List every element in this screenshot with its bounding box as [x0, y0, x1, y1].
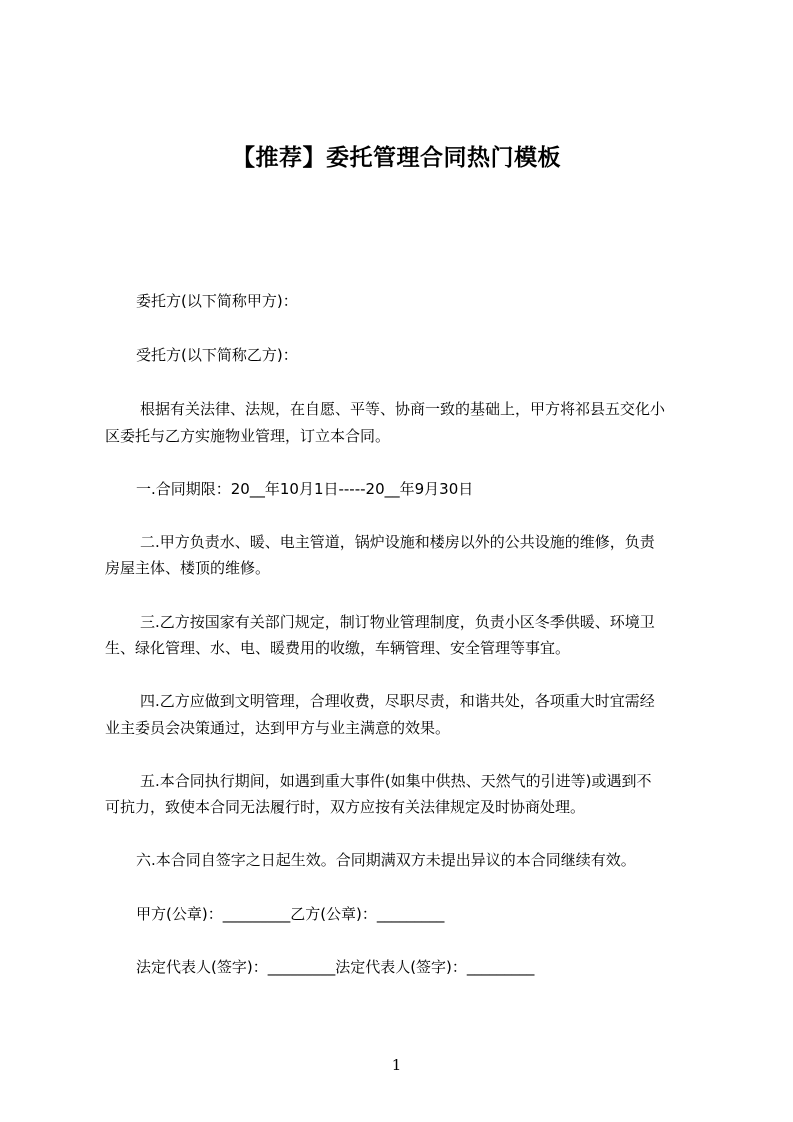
preamble-line-2: 区委托与乙方实施物业管理，订立本合同。 [105, 427, 391, 445]
signature-line: 法定代表人(签字)：_________法定代表人(签字)：_________ [136, 958, 535, 976]
clause-4-line-2: 业主委员会决策通过，达到甲方与业主满意的效果。 [105, 719, 451, 737]
clause-5-line-1: 五.本合同执行期间，如遇到重大事件(如集中供热、天然气的引进等)或遇到不 [140, 772, 652, 790]
clause-6: 六.本合同自签字之日起生效。合同期满双方未提出异议的本合同继续有效。 [136, 851, 636, 869]
party-b-line: 受托方(以下简称乙方)： [136, 346, 298, 364]
clause-2-line-1: 二.甲方负责水、暖、电主管道，锅炉设施和楼房以外的公共设施的维修，负责 [140, 533, 655, 551]
clause-5-line-2: 可抗力，致使本合同无法履行时，双方应按有关法律规定及时协商处理。 [105, 798, 586, 816]
page-number: 1 [391, 1056, 402, 1074]
preamble-line-1: 根据有关法律、法规，在自愿、平等、协商一致的基础上，甲方将祁县五交化小 [140, 400, 666, 418]
party-a-line: 委托方(以下简称甲方)： [136, 292, 298, 310]
clause-4-line-1: 四.乙方应做到文明管理，合理收费，尽职尽责，和谐共处，各项重大时宜需经 [140, 692, 655, 710]
clause-3-line-2: 生、绿化管理、水、电、暖费用的收缴，车辆管理、安全管理等事宜。 [105, 639, 571, 657]
clause-1: 一.合同期限：20__年10月1日-----20__年9月30日 [136, 480, 474, 498]
clause-2-line-2: 房屋主体、楼顶的维修。 [105, 559, 271, 577]
seal-line: 甲方(公章)：_________乙方(公章)：_________ [136, 905, 445, 923]
clause-3-line-1: 三.乙方按国家有关部门规定，制订物业管理制度，负责小区冬季供暖、环境卫 [140, 613, 655, 631]
document-title: 【推荐】委托管理合同热门模板 [232, 145, 561, 171]
